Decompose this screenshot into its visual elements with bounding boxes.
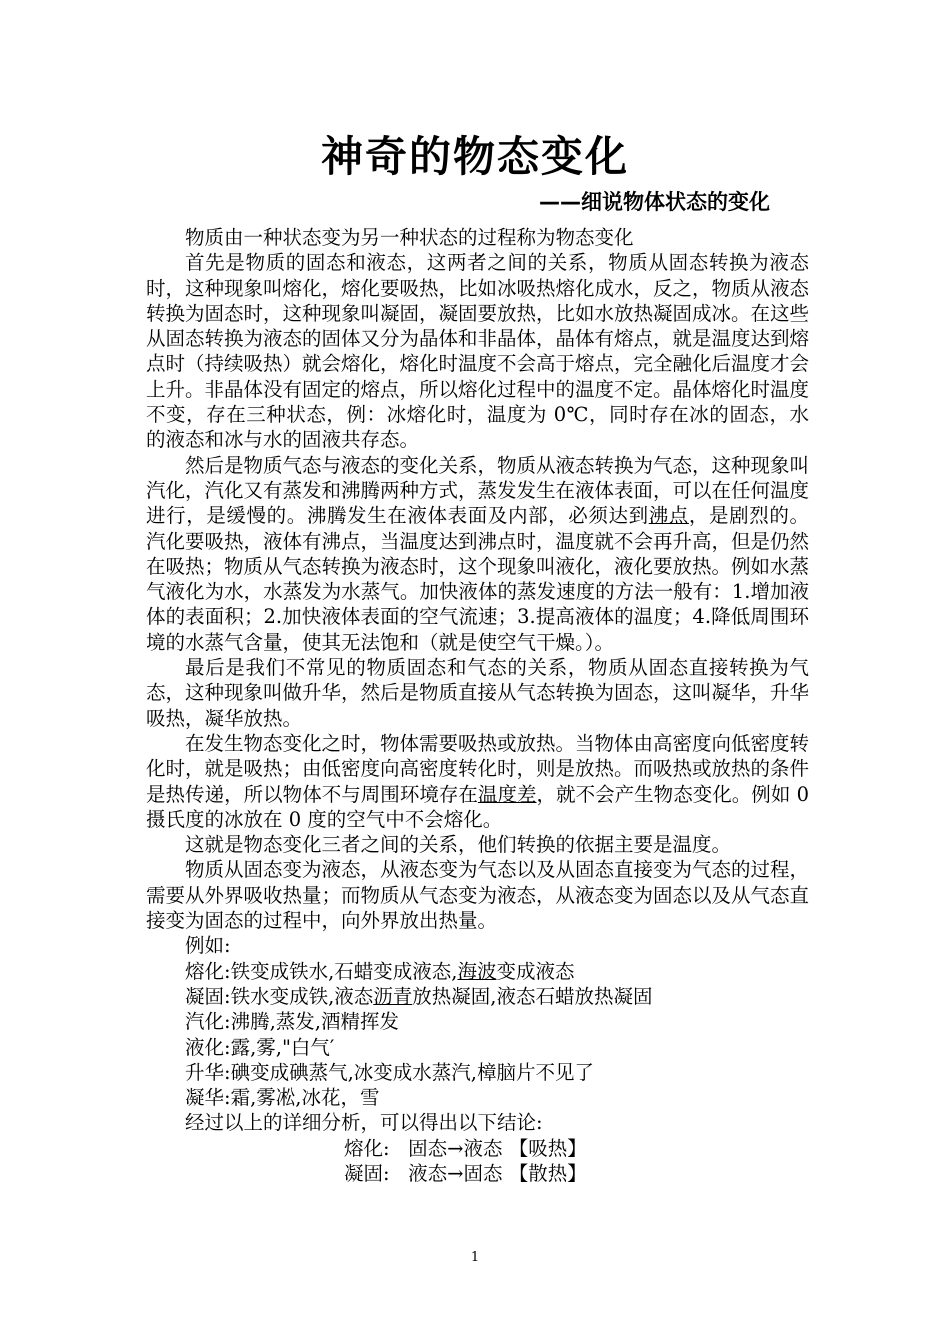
paragraph-summary: 这就是物态变化三者之间的关系，他们转换的依据主要是温度。 — [185, 833, 732, 857]
conclusion-intro: 经过以上的详细分析，可以得出以下结论: — [185, 1111, 543, 1135]
example-vaporization: 汽化:沸腾,蒸发,酒精挥发 — [185, 1010, 399, 1034]
example-melting-part2: 变成液态 — [496, 959, 575, 983]
hypo-link[interactable]: 海波 — [457, 959, 497, 983]
paragraph-definition: 物质由一种状态变为另一种状态的过程称为物态变化 — [185, 226, 634, 249]
paragraph-gas-liquid-part2: ，是剧烈的。汽化要吸热，液体有沸点，当温度达到沸点时，温度就不会再升高，但是仍然在吸热；物质从气态转换为液态时，这个现象叫液化，液化要放热。例如水蒸气液化为水，水蒸发为水蒸气。加快液体的蒸发速度的方法一般有：1.增加液体的表面积；2.加快液体表面的空气流速；3.提高液体的温度；4.降低周围环境的水蒸气含量，使其无法饱和（就是使空气干燥。）。 — [146, 504, 810, 654]
paragraph-heat-part1: 在发生物态变化之时，物体需要吸热或放热。当物体由高密度向低密度转化时，就是吸热；由低密度向高密度转化时，则是放热。而吸热或放热的条件是热传递，所以物体不与周围环境存在 — [146, 731, 810, 806]
paragraph-solid-gas: 最后是我们不常见的物质固态和气态的关系，物质从固态直接转换为气态，这种现象叫做升华，然后是物质直接从气态转换为固态，这叫凝华，升华吸热，凝华放热。 — [146, 656, 810, 730]
example-liquefaction: 液化:露,雾,"白气′ — [185, 1035, 335, 1059]
paragraph-solid-liquid: 首先是物质的固态和液态，这两者之间的关系，物质从固态转换为液态时，这种现象叫熔化，熔化要吸热，比如冰吸热熔化成水，反之，物质从液态转换为固态时，这种现象叫凝固，凝固要放热，比如水放热凝固成冰。在这些从固态转换为液态的固体又分为晶体和非晶体，晶体有熔点，就是温度达到熔点时（持续吸热）就会熔化，熔化时温度不会高于熔点，完全融化后温度才会上升。非晶体没有固定的熔点，所以熔化过程中的温度不定。晶体熔化时温度不变，存在三种状态，例：冰熔化时，温度为 0℃，同时存在冰的固态，水的液态和冰与水的固液共存态。 — [146, 251, 810, 452]
example-solidification-part1: 凝固:铁水变成铁,液态 — [185, 984, 374, 1008]
example-melting — [146, 959, 809, 984]
paragraph-heat — [146, 731, 809, 832]
conclusion-solidification: 凝固: 液态→固态 【散热】 — [344, 1161, 587, 1185]
example-deposition: 凝华:霜,雾凇,冰花，雪 — [185, 1086, 380, 1110]
example-solidification-part2: 放热凝固,液态石蜡放热凝固 — [412, 984, 653, 1008]
example-melting-part1: 熔化:铁变成铁水,石蜡变成液态, — [185, 959, 458, 983]
boiling-point-link[interactable]: 沸点 — [648, 504, 689, 528]
paragraph-gas-liquid-part1: 然后是物质气态与液态的变化关系，物质从液态转换为气态，这种现象叫汽化，汽化又有蒸发和沸腾两种方式，蒸发发生在液体表面，可以在任何温度进行，是缓慢的。沸腾发生在液体表面及内部，必须达到 — [146, 453, 810, 528]
paragraph-heat-part2: ，就不会产生物态变化。例如 0 摄氏度的冰放在 0 度的空气中不会熔化。 — [146, 782, 809, 831]
temperature-difference-link[interactable]: 温度差 — [477, 782, 537, 806]
paragraph-gas-liquid — [146, 453, 809, 655]
document-title: 神奇的物态变化 — [320, 132, 629, 181]
asphalt-link[interactable]: 沥青 — [373, 984, 413, 1008]
document-subtitle: ——细说物体状态的变化 — [539, 190, 770, 214]
example-sublimation: 升华:碘变成碘蒸气,冰变成水蒸汽,樟脑片不见了 — [185, 1060, 594, 1084]
example-solidification — [146, 984, 809, 1009]
document-body — [146, 225, 809, 1186]
examples-intro: 例如: — [185, 934, 231, 958]
conclusion-melting: 熔化: 固态→液态 【吸热】 — [344, 1136, 587, 1160]
page-number: 1 — [470, 1250, 480, 1265]
paragraph-absorb-release: 物质从固态变为液态，从液态变为气态以及从固态直接变为气态的过程，需要从外界吸收热量；而物质从气态变为液态，从液态变为固态以及从气态直接变为固态的过程中，向外界放出热量。 — [146, 858, 810, 933]
